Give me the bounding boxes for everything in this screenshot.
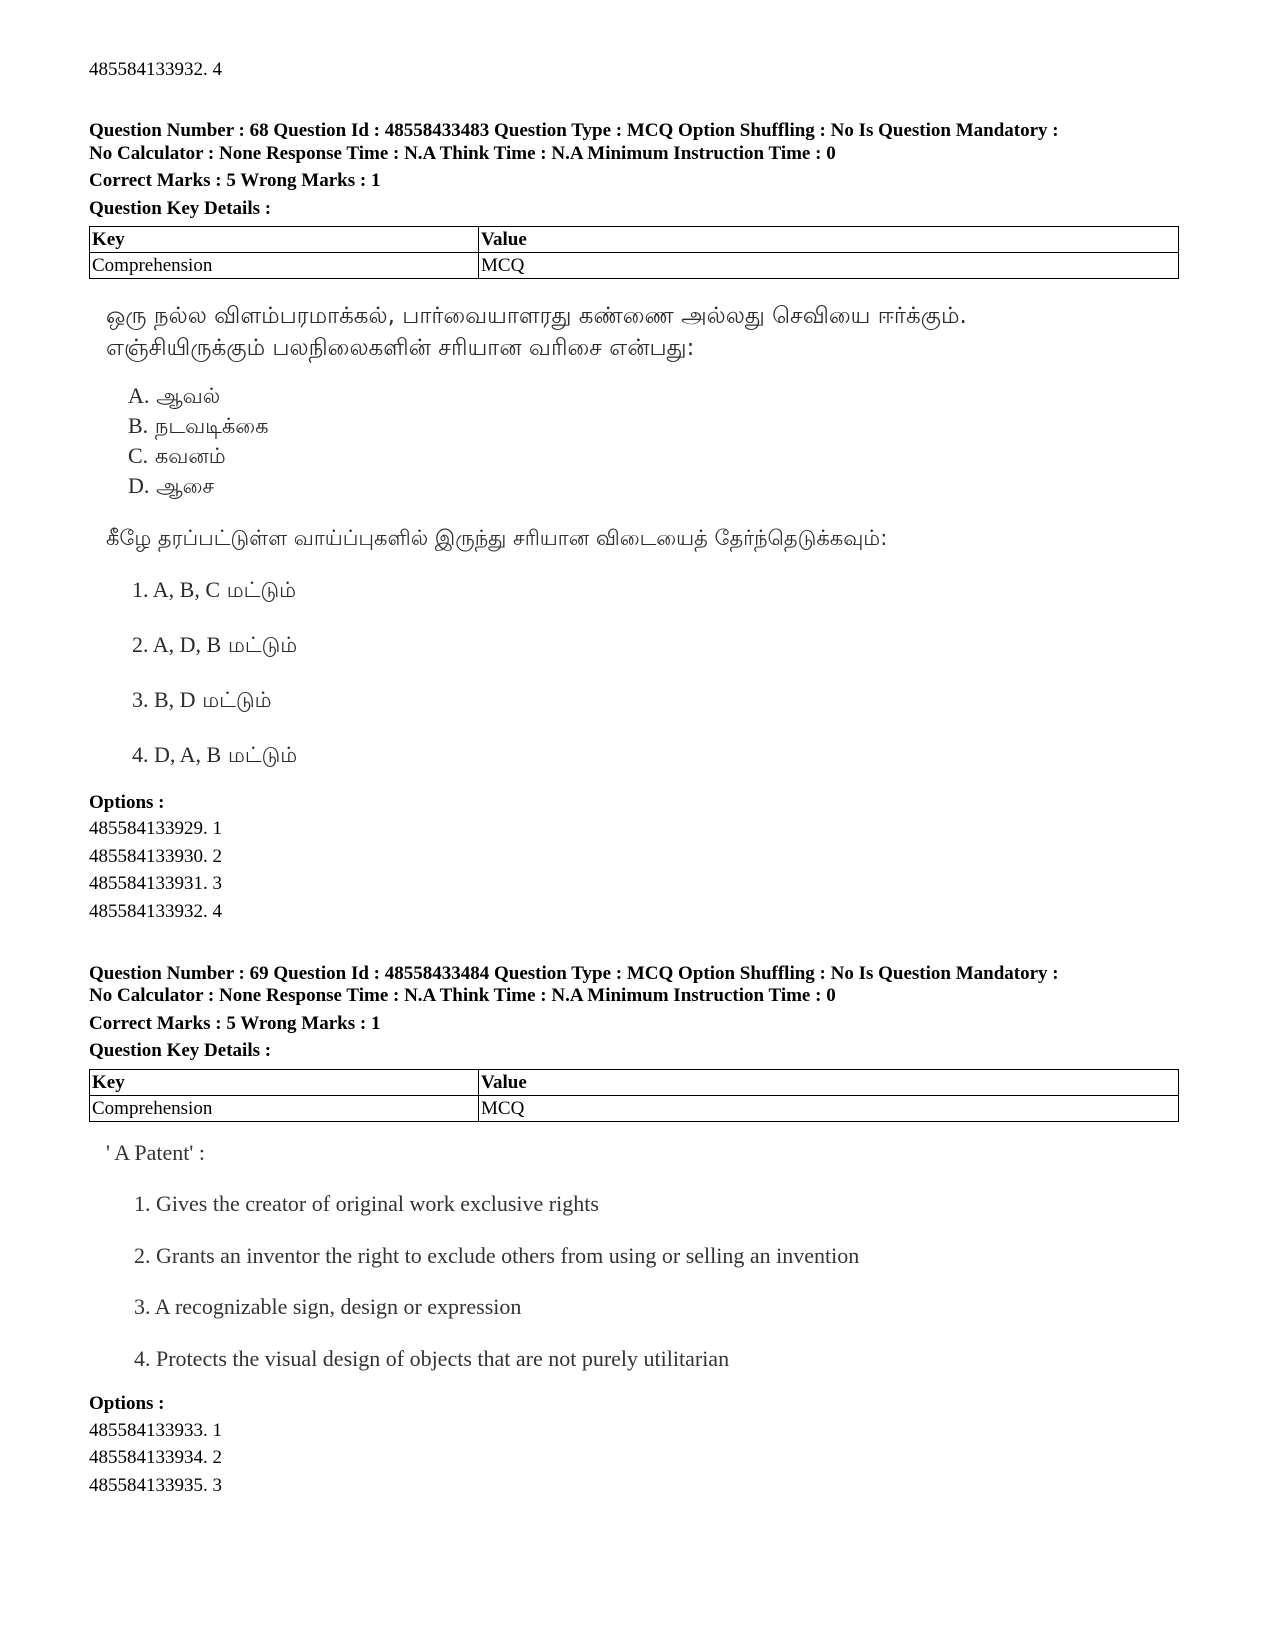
choice-prefix: 3. B, D [132,687,196,712]
table-header-row [90,1070,1179,1096]
table-cell-key: Comprehension [90,1096,479,1122]
statement-item [128,413,269,441]
table-header-key: Key [90,1070,479,1096]
choice-item: 3. A recognizable sign, design or expression [134,1294,522,1319]
table-cell-value: MCQ [479,1096,1179,1122]
table-header-value: Value [479,1070,1179,1096]
options-label: Options : [89,792,165,813]
previous-option-fragment: 485584133932. 4 [89,59,222,80]
question-stem-line1: ஒரு நல்ல விளம்பரமாக்கல், பார்வையாளரது கண்ணை அல்லது செவியை ஈர்க்கும். [106,303,967,329]
option-id: 485584133929. 1 [89,818,222,839]
statement-item [128,383,220,411]
option-id: 485584133934. 2 [89,1447,222,1468]
table-header-row [90,227,1179,253]
choice-prefix: 2. A, D, B [132,632,222,657]
statement-letter: C. [128,443,149,468]
table-header-value: Value [479,227,1179,253]
statement-letter: B. [128,413,149,438]
choice-suffix: மட்டும் [226,578,296,602]
option-id: 485584133932. 4 [89,901,222,922]
key-details-table [89,226,1179,279]
options-label: Options : [89,1393,165,1414]
statement-text: ஆசை [156,474,215,498]
statement-text: ஆவல் [156,384,221,408]
table-header-key: Key [90,227,479,253]
marks-line: Correct Marks : 5 Wrong Marks : 1 [89,1013,381,1034]
table-cell-key: Comprehension [90,253,479,279]
question-stem-line2: எஞ்சியிருக்கும் பலநிலைகளின் சரியான வரிசை என்பது: [106,335,695,361]
statement-letter: A. [128,383,150,408]
choice-prefix: 4. D, A, B [132,742,222,767]
statement-letter: D. [128,473,150,498]
choice-suffix: மட்டும் [227,743,298,767]
option-id: 485584133930. 2 [89,846,222,867]
question-stem: ' A Patent' : [106,1140,205,1165]
statement-item [128,473,214,501]
table-row [90,253,1179,279]
choice-suffix: மட்டும் [227,633,298,657]
option-id: 485584133935. 3 [89,1475,222,1496]
question-meta-line1: Question Number : 69 Question Id : 48558433484 Question Type : MCQ Option Shuffling : No Is Question Mandatory : [89,963,1059,984]
choice-item: 2. Grants an inventor the right to exclude others from using or selling an invention [134,1243,860,1268]
choice-item [132,742,297,770]
key-details-label: Question Key Details : [89,198,272,219]
answer-instruction: கீழே தரப்பட்டுள்ள வாய்ப்புகளில் இருந்து சரியான விடையைத் தேர்ந்தெடுக்கவும்: [106,526,888,550]
question-meta-line2: No Calculator : None Response Time : N.A Think Time : N.A Minimum Instruction Time : 0 [89,143,836,164]
question-meta-line1: Question Number : 68 Question Id : 48558433483 Question Type : MCQ Option Shuffling : No Is Question Mandatory : [89,120,1059,141]
option-id: 485584133931. 3 [89,873,222,894]
option-id: 485584133933. 1 [89,1420,222,1441]
question-meta-line2: No Calculator : None Response Time : N.A Think Time : N.A Minimum Instruction Time : 0 [89,985,836,1006]
choice-item [132,632,297,660]
marks-line: Correct Marks : 5 Wrong Marks : 1 [89,170,381,191]
choice-suffix: மட்டும் [202,688,272,712]
choice-prefix: 1. A, B, C [132,577,221,602]
choice-item: 1. Gives the creator of original work exclusive rights [134,1191,599,1216]
key-details-label: Question Key Details : [89,1040,272,1061]
statement-item [128,443,226,471]
key-details-table [89,1069,1179,1122]
statement-text: கவனம் [154,444,226,468]
statement-text: நடவடிக்கை [154,414,269,438]
table-row [90,1096,1179,1122]
table-cell-value: MCQ [479,253,1179,279]
choice-item: 4. Protects the visual design of objects that are not purely utilitarian [134,1346,730,1371]
choice-item [132,687,272,715]
choice-item [132,577,296,605]
